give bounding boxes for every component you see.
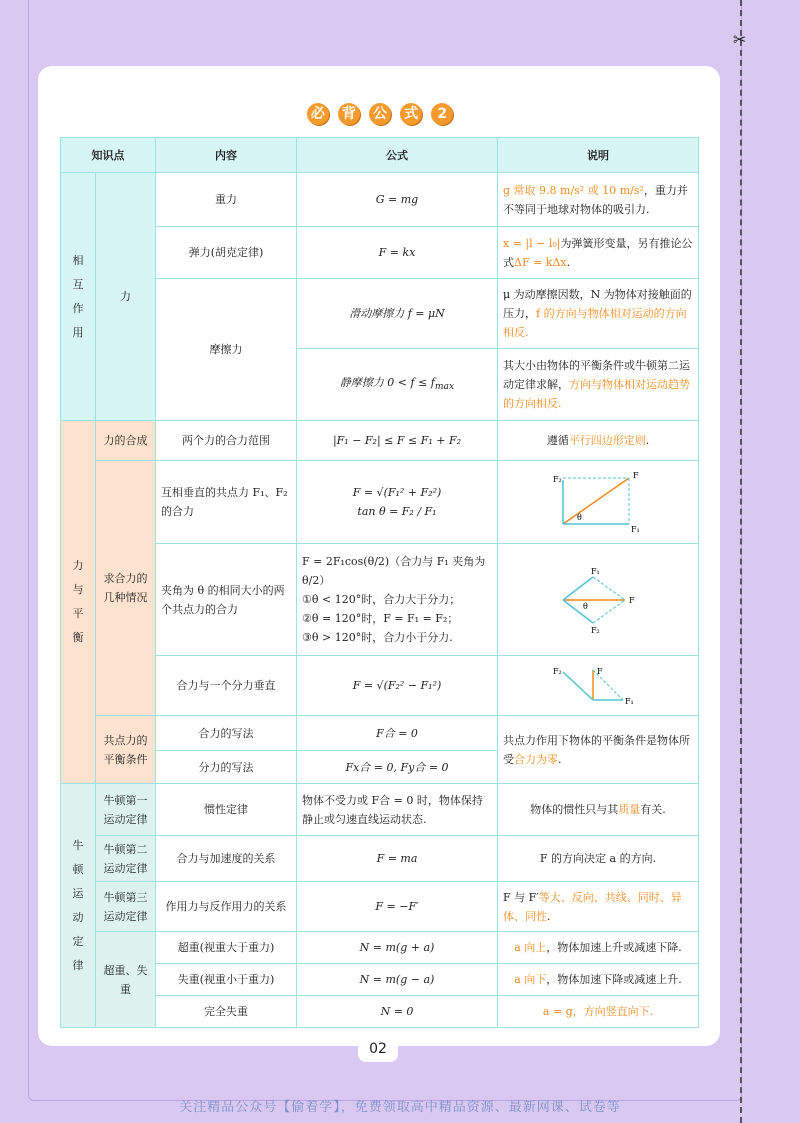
formula-overweight: N = m(g + a) — [297, 932, 498, 964]
formula-static-friction: 静摩擦力 $0 < f \le f_{max}$ — [297, 349, 498, 421]
formula-law2: F = ma — [297, 836, 498, 882]
note-law1: 物体的惯性只与其质量有关. — [498, 784, 699, 836]
label-theta: θ — [577, 513, 582, 522]
subcategory-methods: 求合力的几种情况 — [96, 461, 156, 716]
formula-perpendicular-component: F = √(F₂² − F₁²) — [297, 656, 498, 716]
header-note: 说明 — [498, 138, 699, 173]
formula-perpendicular: F = √(F₁² + F₂²) tan θ = F₂ / F₁ — [297, 461, 498, 544]
table-header — [61, 138, 699, 173]
formula-gravity: G = mg — [297, 173, 498, 227]
dashed-line — [593, 600, 625, 623]
diagram-perpendicular-component — [498, 656, 699, 716]
table-row — [61, 279, 699, 349]
note-weightless: a = g，方向竖直向下. — [498, 996, 699, 1028]
content-component-form: 分力的写法 — [156, 751, 297, 784]
table-row — [61, 964, 699, 996]
label-F1: F₁ — [591, 566, 600, 576]
table-row — [61, 544, 699, 656]
subcategory-combine: 力的合成 — [96, 421, 156, 461]
label-F: F — [629, 595, 635, 605]
vector-diagram-2 — [553, 565, 643, 635]
table-row — [61, 836, 699, 882]
title-char: 背 — [338, 103, 360, 125]
category-interaction: 相互作用 — [61, 173, 96, 421]
content-perpendicular-component: 合力与一个分力垂直 — [156, 656, 297, 716]
title-char: 必 — [307, 103, 329, 125]
formula-underweight: N = m(g − a) — [297, 964, 498, 996]
content-equal-forces: 夹角为 θ 的相同大小的两个共点力的合力 — [156, 544, 297, 656]
dashed-line — [593, 577, 625, 600]
note-gravity: g 常取 9.8 m/s² 或 10 m/s²，重力并不等同于地球对物体的吸引力. — [498, 173, 699, 227]
category-balance: 力与平衡 — [61, 421, 96, 784]
content-law1: 惯性定律 — [156, 784, 297, 836]
diagram-perpendicular — [498, 461, 699, 544]
content-law3: 作用力与反作用力的关系 — [156, 882, 297, 932]
formula-spring: F = kx — [297, 227, 498, 279]
resultant-arrow — [563, 478, 629, 524]
label-theta: θ — [583, 601, 588, 611]
note-law2: F 的方向决定 a 的方向. — [498, 836, 699, 882]
label-F: F — [633, 471, 639, 480]
subcategory-force: 力 — [96, 173, 156, 421]
table-row — [61, 227, 699, 279]
content-underweight: 失重(视重小于重力) — [156, 964, 297, 996]
label-F2: F₂ — [591, 625, 600, 635]
table-row — [61, 784, 699, 836]
subcategory-law2: 牛顿第二运动定律 — [96, 836, 156, 882]
cut-line — [740, 0, 742, 1123]
title-char: 公 — [369, 103, 391, 125]
note-combine: 遵循平行四边形定则. — [498, 421, 699, 461]
table-row — [61, 996, 699, 1028]
vector-diagram-1 — [553, 470, 643, 534]
diagram-equal-forces — [498, 544, 699, 656]
note-overweight: a 向上，物体加速上升或减速下降. — [498, 932, 699, 964]
formula-table — [60, 137, 699, 1028]
content-weightless: 完全失重 — [156, 996, 297, 1028]
category-newton: 牛顿运动定律 — [61, 784, 96, 1028]
formula-weightless: N = 0 — [297, 996, 498, 1028]
content-friction: 摩擦力 — [156, 279, 297, 421]
content-combine: 两个力的合力范围 — [156, 421, 297, 461]
footer-text: 关注精品公众号【偷着学】，免费领取高中精品资源、最新网课、试卷等 — [179, 1100, 621, 1115]
subcategory-equilibrium: 共点力的平衡条件 — [96, 716, 156, 784]
content-law2: 合力与加速度的关系 — [156, 836, 297, 882]
content-overweight: 超重(视重大于重力) — [156, 932, 297, 964]
subcategory-law3: 牛顿第三运动定律 — [96, 882, 156, 932]
label-F2: F₂ — [553, 666, 562, 676]
label-F1: F₁ — [625, 696, 634, 706]
note-law3: F 与 F′等大、反向、共线、同时、异体、同性. — [498, 882, 699, 932]
content-perpendicular: 互相垂直的共点力 F₁、F₂ 的合力 — [156, 461, 297, 544]
f1-arrow — [563, 577, 593, 600]
formula-law1: 物体不受力或 F合 = 0 时，物体保持静止或匀速直线运动状态. — [297, 784, 498, 836]
table-row — [61, 173, 699, 227]
formula-equal-forces: F = 2F₁cos(θ/2)（合力与 F₁ 夹角为 θ/2） ①θ < 120°时，合力大于分力； ②θ = 120°时，F = F₁ = F₂； ③θ > 120°时，合力小于分力. — [297, 544, 498, 656]
note-sliding-friction: μ 为动摩擦因数，N 为物体对接触面的压力，f 的方向与物体相对运动的方向相反. — [498, 279, 699, 349]
note-underweight: a 向下，物体加速下降或减速上升. — [498, 964, 699, 996]
scissors-icon: ✂ — [733, 30, 747, 49]
table-row — [61, 716, 699, 751]
subcategory-weight: 超重、失重 — [96, 932, 156, 1028]
note-equilibrium: 共点力作用下物体的平衡条件是物体所受合力为零. — [498, 716, 699, 784]
formula-component-form: Fx合 = 0, Fy合 = 0 — [297, 751, 498, 784]
note-spring: x = |l − l₀|为弹簧形变量，另有推论公式ΔF = kΔx. — [498, 227, 699, 279]
table-row — [61, 882, 699, 932]
formula-law3: F = −F′ — [297, 882, 498, 932]
formula-sliding-friction: 滑动摩擦力 f = μN — [297, 279, 498, 349]
content-gravity: 重力 — [156, 173, 297, 227]
content-spring: 弹力(胡克定律) — [156, 227, 297, 279]
formula-resultant-form: F合 = 0 — [297, 716, 498, 751]
label-F: F — [597, 666, 603, 676]
label-F1: F₁ — [631, 525, 640, 534]
content-resultant-form: 合力的写法 — [156, 716, 297, 751]
note-static-friction: 其大小由物体的平衡条件或牛顿第二运动定律求解，方向与物体相对运动趋势的方向相反. — [498, 349, 699, 421]
table-row — [61, 932, 699, 964]
subcategory-law1: 牛顿第一运动定律 — [96, 784, 156, 836]
table-row — [61, 421, 699, 461]
header-knowledge: 知识点 — [61, 138, 156, 173]
title-char: 式 — [400, 103, 422, 125]
title-char: 2 — [431, 103, 453, 125]
page-title — [0, 103, 760, 125]
header-formula: 公式 — [297, 138, 498, 173]
f2-arrow — [563, 600, 593, 623]
table-row — [61, 656, 699, 716]
formula-combine: |F₁ − F₂| ≤ F ≤ F₁ + F₂ — [297, 421, 498, 461]
label-F2: F₂ — [553, 475, 562, 484]
header-content: 内容 — [156, 138, 297, 173]
f2-arrow — [563, 672, 593, 700]
page-number: 02 — [358, 1036, 398, 1062]
vector-diagram-3 — [553, 664, 643, 708]
table-row — [61, 461, 699, 544]
